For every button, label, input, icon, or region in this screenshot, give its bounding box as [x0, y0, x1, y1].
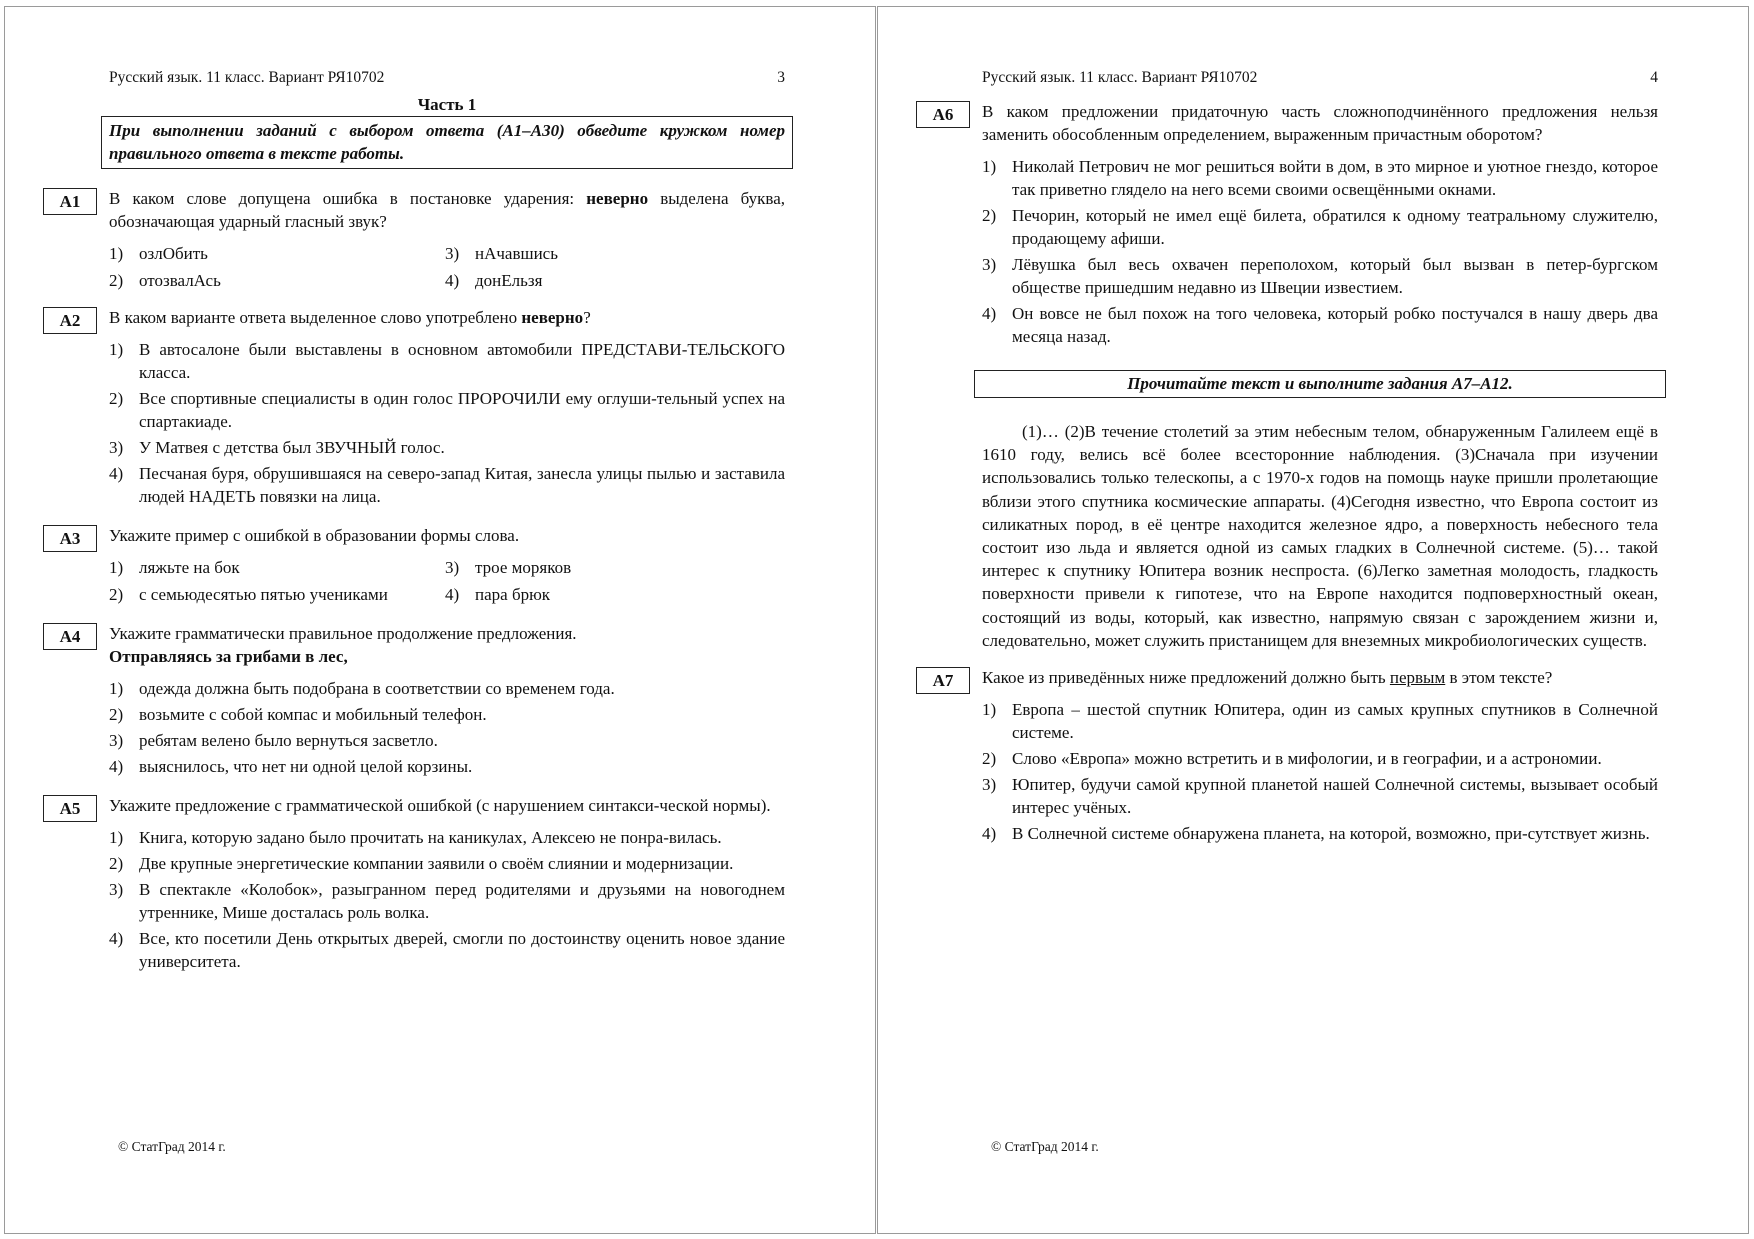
task-a2 — [59, 306, 785, 508]
task-label: А2 — [43, 307, 97, 334]
answer-option[interactable]: 1) ляжьте на бок — [109, 558, 240, 577]
answer-option[interactable]: 1) В автосалоне были выставлены в основном автомобили ПРЕДСТАВИ-ТЕЛЬСКОГО класса. — [109, 340, 785, 382]
answer-options — [982, 698, 1658, 845]
task-prompt: Укажите грамматически правильное продолжение предложения. — [109, 624, 577, 643]
instruction-box: При выполнении заданий с выбором ответа (А1–А30) обведите кружком номер правильного ответа в тексте работы. — [101, 116, 793, 169]
page-number: 3 — [777, 69, 785, 86]
task-label: А7 — [916, 667, 970, 694]
answer-option[interactable]: 3) В спектакле «Колобок», разыгранном перед родителями и друзьями на новогоднем утреннике, Мише досталась роль волка. — [109, 880, 785, 922]
answer-option[interactable]: 2) Все спортивные специалисты в один голос ПРОРОЧИЛИ ему оглуши-тельный успех на спартакиаде. — [109, 389, 785, 431]
task-label: А3 — [43, 525, 97, 552]
answer-option[interactable]: 3) Юпитер, будучи самой крупной планетой нашей Солнечной системы, вызывает особый интерес учёных. — [982, 775, 1658, 818]
answer-option[interactable]: 1) озлОбить — [109, 244, 208, 263]
answer-options — [982, 155, 1658, 348]
right-page — [877, 6, 1749, 1234]
task-a5 — [59, 794, 785, 973]
task-label: А5 — [43, 795, 97, 822]
answer-option[interactable]: 1) Николай Петрович не мог решиться войти в дом, в это мирное и уютное гнездо, которое так приветно глядело на него всеми своими освещёнными окнами. — [982, 157, 1658, 199]
answer-option[interactable]: 4) Песчаная буря, обрушившаяся на северо-запад Китая, занесла улицы пылью и заставила людей НАДЕТЬ повязки на лица. — [109, 464, 785, 506]
answer-option[interactable]: 4) В Солнечной системе обнаружена планета, на которой, возможно, при-сутствует жизнь. — [982, 824, 1650, 844]
task-label: А6 — [916, 101, 970, 128]
task-label: А4 — [43, 623, 97, 650]
answer-option[interactable]: 2) возьмите с собой компас и мобильный телефон. — [109, 705, 487, 724]
answer-option[interactable]: 1) Европа – шестой спутник Юпитера, один из самых крупных спутников в Солнечной системе. — [982, 700, 1658, 743]
answer-options — [109, 677, 785, 778]
left-page-content — [59, 68, 785, 976]
task-prompt: Какое из приведённых ниже предложений должно быть первым в этом тексте? — [982, 668, 1553, 688]
header-subject: Русский язык. 11 класс. Вариант РЯ10702 — [109, 69, 385, 86]
answer-options — [109, 242, 785, 292]
answer-option[interactable]: 2) Слово «Европа» можно встретить и в мифологии, и в географии, и а астрономии. — [982, 749, 1602, 769]
task-a7 — [932, 666, 1658, 845]
footer-copyright: © СтатГрад 2014 г. — [991, 1139, 1099, 1154]
page-number: 4 — [1650, 69, 1658, 86]
part-title: Часть 1 — [417, 95, 477, 114]
answer-options — [109, 556, 785, 606]
answer-option[interactable]: 3) ребятам велено было вернуться засветло. — [109, 731, 438, 750]
header-subject: Русский язык. 11 класс. Вариант РЯ10702 — [982, 69, 1258, 86]
task-a3 — [59, 524, 785, 606]
task-a6 — [932, 100, 1658, 348]
answer-option[interactable]: 4) пара брюк — [445, 585, 551, 604]
answer-option[interactable]: 4) донЕльзя — [445, 271, 543, 290]
task-prompt: В каком слове допущена ошибка в постановке ударения: неверно выделена буква, обозначающая ударный гласный звук? — [109, 189, 785, 231]
answer-options — [109, 826, 785, 973]
footer-copyright: © СтатГрад 2014 г. — [118, 1139, 226, 1154]
reading-instruction-box: Прочитайте текст и выполните задания А7–А12. — [974, 370, 1666, 398]
answer-option[interactable]: 3) У Матвея с детства был ЗВУЧНЫЙ голос. — [109, 438, 445, 457]
task-prompt-bold: Отправляясь за грибами в лес, — [109, 647, 348, 666]
task-prompt: В каком предложении придаточную часть сложноподчинённого предложения нельзя заменить обособленным определением, выраженным причастным оборотом? — [982, 102, 1658, 144]
task-prompt: Укажите пример с ошибкой в образовании формы слова. — [109, 526, 520, 545]
answer-option[interactable]: 2) отозвалАсь — [109, 271, 221, 290]
answer-option[interactable]: 3) нАчавшись — [445, 244, 558, 263]
answer-option[interactable]: 1) Книга, которую задано было прочитать на каникулах, Алексею не понра-вилась. — [109, 828, 722, 847]
answer-option[interactable]: 4) Он вовсе не был похож на того человека, который робко постучался в нашу дверь два месяца назад. — [982, 304, 1658, 346]
answer-option[interactable]: 4) Все, кто посетили День открытых дверей, смогли по достоинству оценить новое здание университета. — [109, 929, 785, 971]
answer-option[interactable]: 2) Печорин, который не имел ещё билета, обратился к одному театральному служителю, продающему афиши. — [982, 206, 1658, 248]
running-header — [109, 68, 785, 88]
answer-options — [109, 338, 785, 508]
answer-option[interactable]: 2) с семьюдесятью пятью учениками — [109, 585, 388, 604]
right-page-content — [932, 68, 1658, 848]
task-a1 — [59, 187, 785, 292]
answer-option[interactable]: 4) выяснилось, что нет ни одной целой корзины. — [109, 757, 473, 776]
task-prompt: В каком варианте ответа выделенное слово употреблено неверно? — [109, 308, 591, 327]
answer-option[interactable]: 2) Две крупные энергетические компании заявили о своём слиянии и модернизации. — [109, 854, 734, 873]
task-a4 — [59, 622, 785, 778]
reading-passage: (1)… (2)В течение столетий за этим небесным телом, обнаруженным Галилеем ещё в 1610 году, велись всё более всесторонние наблюдения. (3)Сначала при изучении использовались только телескопы, а с 1970-х годов на помощь науке пришли пролетающие вблизи этого спутника космические аппараты. (4)Сегодня известно, что Европа состоит из силикатных пород, в её центре находится железное ядро, а поверхность небесного тела состоит изо льда и является одной из самых гладких в Солнечной системе. (5)… такой интерес к спутнику Юпитера возник неспроста. (6)Легко заметная молодость, гладкость поверхности привели к гипотезе, что на Европе находится подповерхностный океан, состоящий из воды, который, как известно, напрямую связан с зарождением жизни и, следовательно, может служить пристанищем для внеземных микробиологических существ. — [982, 422, 1658, 650]
answer-option[interactable]: 3) трое моряков — [445, 558, 572, 577]
answer-option[interactable]: 1) одежда должна быть подобрана в соответствии со временем года. — [109, 679, 615, 698]
task-prompt: Укажите предложение с грамматической ошибкой (с нарушением синтакси-ческой нормы). — [109, 796, 771, 815]
task-label: А1 — [43, 188, 97, 215]
left-page — [4, 6, 876, 1234]
running-header — [982, 68, 1658, 88]
answer-option[interactable]: 3) Лёвушка был весь охвачен переполохом, который был вызван в петер-бургском обществе пришедшим недавно из Швеции известием. — [982, 255, 1658, 297]
